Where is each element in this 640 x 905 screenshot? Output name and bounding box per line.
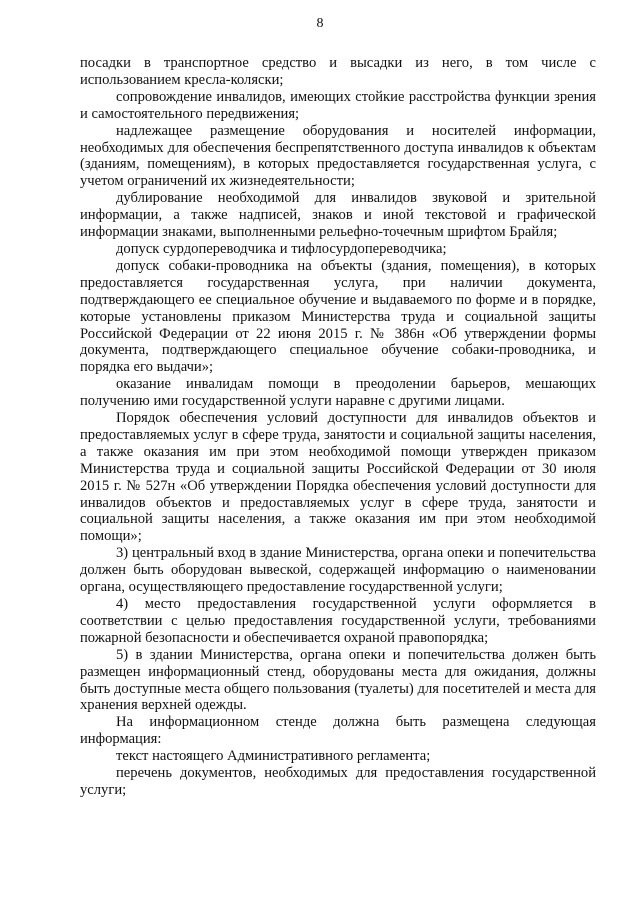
- paragraph-regulation-text: текст настоящего Административного регламента;: [116, 748, 431, 765]
- paragraph-equipment: надлежащее размещение оборудования и носителей информации, необходимых для обеспечения беспрепятственного доступа инвалидов к объектам (зданиям, помещениям), в которых предоставляется государственная услуга, с учетом ограничений их жизнедеятельности;: [80, 122, 596, 190]
- paragraph-boarding: посадки в транспортное средство и высадки из него, в том числе с использованием кресла-коляски;: [80, 55, 596, 88]
- document-body: [80, 55, 596, 799]
- paragraph-info-stand: На информационном стенде должна быть размещена следующая информация:: [80, 714, 596, 748]
- paragraph-guide-dog: допуск собаки-проводника на объекты (здания, помещения), в которых предоставляется государственная услуга, при наличии документа, подтверждающего ее специальное обучение и выдаваемого по форме и в порядке, которые установлены приказом Министерства труда и социальной защиты Российской Федерации от 22 июня 2015 г. № 386н «Об утверждении формы документа, подтверждающего специальное обучение собаки-проводника, и порядка его выдачи»;: [80, 257, 596, 376]
- paragraph-escort: сопровождение инвалидов, имеющих стойкие расстройства функции зрения и самостоятельного передвижения;: [80, 88, 596, 122]
- paragraph-accessibility-order: Порядок обеспечения условий доступности для инвалидов объектов и предоставляемых услуг в сфере труда, занятости и социальной защиты населения, а также оказания им при этом необходимой помощи утвержден приказом Министерства труда и социальной защиты Российской Федерации от 30 июля 2015 г. № 527н «Об утверждении Порядка обеспечения условий доступности для инвалидов объектов и предоставляемых услуг в сфере труда, занятости и социальной защиты населения, а также оказания им при этом необходимой помощи»;: [80, 410, 596, 545]
- paragraph-duplication: дублирование необходимой для инвалидов звуковой и зрительной информации, а также надписей, знаков и иной текстовой и графической информации знаками, выполненными рельефно-точечным шрифтом Брайля;: [80, 190, 596, 241]
- paragraph-item-5: 5) в здании Министерства, органа опеки и попечительства должен быть размещен информационный стенд, оборудованы места для ожидания, должны быть доступные места общего пользования (туалеты) для посетителей и места для хранения верхней одежды.: [80, 646, 596, 714]
- paragraph-sign-interpreter: допуск сурдопереводчика и тифлосурдопереводчика;: [116, 240, 447, 257]
- paragraph-item-3: 3) центральный вход в здание Министерства, органа опеки и попечительства должен быть оборудован вывеской, содержащей информацию о наименовании органа, осуществляющего предоставление государственной услуги;: [80, 545, 596, 596]
- paragraph-assistance: оказание инвалидам помощи в преодолении барьеров, мешающих получению ими государственной услуги наравне с другими лицами.: [80, 376, 596, 410]
- paragraph-documents-list: перечень документов, необходимых для предоставления государственной услуги;: [80, 765, 596, 798]
- paragraph-item-4: 4) место предоставления государственной услуги оформляется в соответствии с целью предоставления государственной услуги, требованиями пожарной безопасности и обеспечивается охраной правопорядка;: [80, 596, 596, 646]
- page-number: 8: [316, 16, 324, 31]
